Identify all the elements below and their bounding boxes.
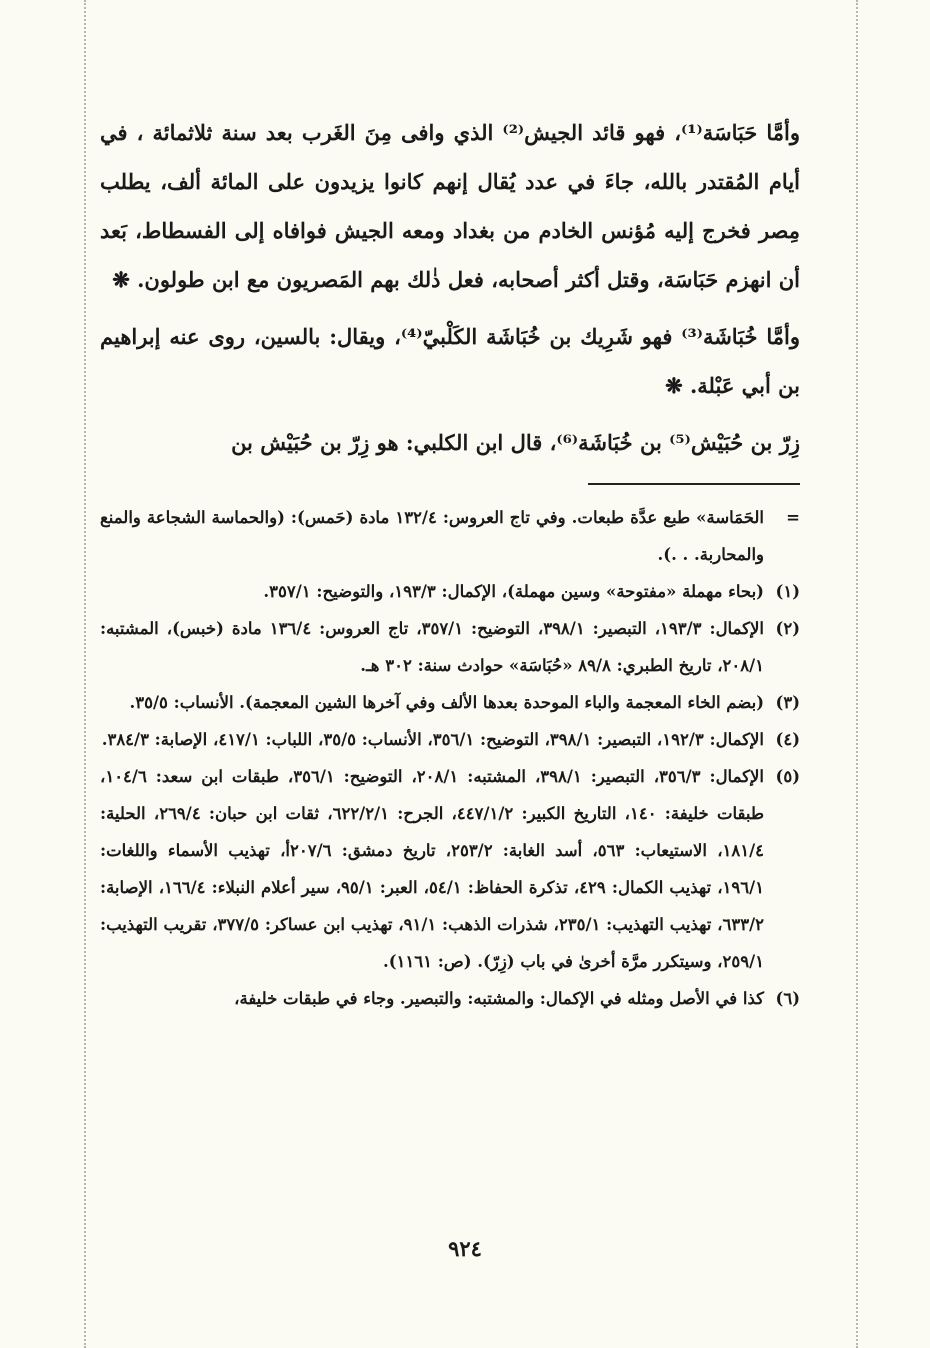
footnote-number: = [786, 508, 800, 527]
footnote-number: (١) [775, 582, 800, 601]
paragraph-zirr: زِرّ بن حُبَيْش⁽⁵⁾ بن خُبَاشَة⁽⁶⁾، قال ابن الكلبي: هو زِرّ بن حُبَيْش بن [231, 430, 800, 455]
footnote-separator [588, 483, 800, 485]
footnote-2 [100, 610, 800, 684]
footnote-number: (٢) [775, 619, 800, 638]
footnote-number: (٣) [775, 693, 800, 712]
footnote-number: (٦) [775, 989, 800, 1008]
page-content [100, 108, 800, 1017]
footnote-5 [100, 758, 800, 980]
footnote-text: الحَمَاسة» طبع عدَّة طبعات. وفي تاج العروس: ١٣٢/٤ مادة (حَمس): (والحماسة الشجاعة والمنع والمحاربة. . .). [100, 508, 764, 564]
footnote-text: الإكمال: ١٩٣/٣، التبصير: ٣٩٨/١، التوضيح: ٣٥٧/١، تاج العروس: ١٣٦/٤ مادة (خبس)، المشتبه: ٢٠٨/١، تاريخ الطبري: ٨٩/٨ «حُبَاسَة» حوادث سنة: ٣٠٢ هـ. [100, 619, 764, 675]
footnote-4 [100, 721, 800, 758]
footnote-text: (بضم الخاء المعجمة والباء الموحدة بعدها الألف وفي آخرها الشين المعجمة). الأنساب: ٣٥/٥. [129, 693, 764, 712]
footnote-text: (بحاء مهملة «مفتوحة» وسين مهملة)، الإكمال: ١٩٣/٣، والتوضيح: ٣٥٧/١. [263, 582, 764, 601]
main-text [100, 108, 800, 467]
footnote-continuation [100, 499, 800, 573]
right-margin-rule [856, 0, 858, 1348]
left-margin-rule [84, 0, 86, 1348]
footnote-number: (٤) [775, 730, 800, 749]
footnote-1 [100, 573, 800, 610]
footnote-text: كذا في الأصل ومثله في الإكمال: والمشتبه: والتبصير. وجاء في طبقات خليفة، [234, 989, 764, 1008]
page-number: ٩٢٤ [448, 1236, 482, 1261]
footnote-6 [100, 980, 800, 1017]
footnote-3 [100, 684, 800, 721]
footnote-text: الإكمال: ١٩٢/٣، التبصير: ٣٩٨/١، التوضيح: ٣٥٦/١، الأنساب: ٣٥/٥، اللباب: ٤١٧/١، الإصابة: ٣٨٤/٣. [101, 730, 764, 749]
footnotes [100, 499, 800, 1017]
footnote-text: الإكمال: ٣٥٦/٣، التبصير: ٣٩٨/١، المشتبه: ٢٠٨/١، التوضيح: ٣٥٦/١، طبقات ابن سعد: ١٠٤/٦، طبقات خليفة: ١٤٠، التاريخ الكبير: ٤٤٧/١/٢، الجرح: ٦٢٢/٢/١، ثقات ابن حبان: ٢٦٩/٤، الحلية: ١٨١/٤، الاستيعاب: ٥٦٣، أسد الغابة: ٢٥٣/٢، تاريخ دمشق: ٢٠٧/٦أ، تهذيب الأسماء واللغات: ١٩٦/١، تهذيب الكمال: ٤٢٩، تذكرة الحفاظ: ٥٤/١، العبر: ٩٥/١، سير أعلام النبلاء: ١٦٦/٤، الإصابة: ٦٣٣/٢، تهذيب التهذيب: ٢٣٥/١، شذرات الذهب: ٩١/١، تهذيب ابن عساكر: ٣٧٧/٥، تقريب التهذيب: ٢٥٩/١، وسيتكرر مرَّة أخرىٰ في باب (زِرّ). (ص: ١١٦١). [100, 767, 765, 971]
paragraph-habasa: وأمَّا حَبَاسَة⁽¹⁾، فهو قائد الجيش⁽²⁾ الذي وافى مِنَ الغَرب بعد سنة ثلاثمائة ، في أيام المُقتدر بالله، جاءَ في عدد يُقال إنهم كانوا يزيدون على المائة ألف، يطلب مِصر فخرج إليه مُؤنس الخادم من بغداد ومعه الجيش فوافاه إلى الفسطاط، بَعد أن انهزم حَبَاسَة، وقتل أكثر أصحابه، فعل ذٰلك بهم المَصريون مع ابن طولون. ❋ [100, 120, 801, 292]
paragraph-khubasha: وأمَّا خُبَاشَة⁽³⁾ فهو شَرِيك بن خُبَاشَة الكَلْبيّ⁽⁴⁾، ويقال: بالسين، روى عنه إبراهيم بن أبي عَبْلة. ❋ [100, 324, 800, 398]
footnote-number: (٥) [775, 767, 800, 786]
